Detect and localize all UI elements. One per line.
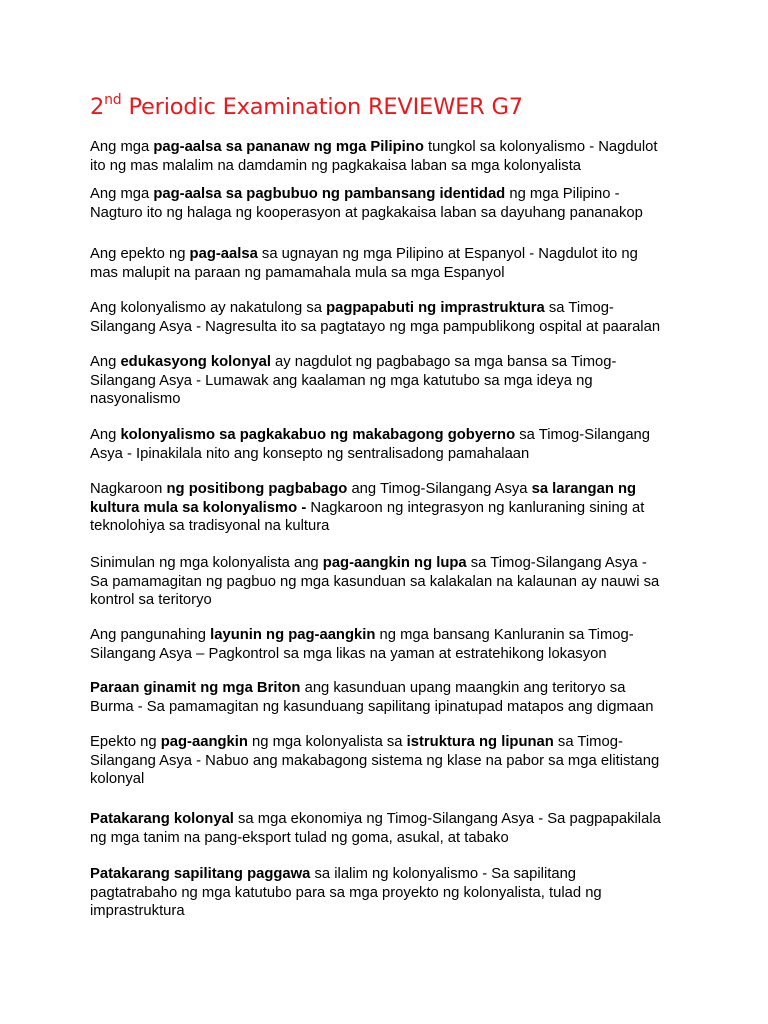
text-line — [90, 829, 690, 848]
text-run: Nagkaroon — [90, 481, 167, 497]
text-line — [90, 426, 690, 445]
text-line — [90, 733, 690, 752]
text-run: Sinimulan ng mga kolonyalista ang — [90, 555, 323, 571]
text-run: Silangang Asya - Nabuo ang makabagong sistema ng klase na pabor sa mga elitistang — [90, 752, 660, 769]
text-line — [90, 810, 690, 829]
text-line — [90, 499, 690, 518]
bold-term: pag-aalsa sa pananaw ng mga Pilipino — [153, 139, 424, 155]
text-line — [90, 157, 690, 176]
text-line — [90, 138, 690, 157]
bold-term: kultura mula sa kolonyalismo - — [90, 499, 307, 516]
text-line — [90, 591, 690, 610]
text-run: Ang — [90, 427, 121, 443]
bold-term: ng positibong pagbabago — [166, 481, 348, 497]
text-run: Burma - Sa pamamagitan ng kasunduang sapilitang ipinatupad matapos ang digmaan — [90, 698, 654, 715]
text-run: ng mga bansang Kanluranin sa Timog- — [375, 627, 634, 643]
text-run: Ang mga — [90, 186, 154, 202]
text-line — [90, 264, 690, 283]
text-run: Ang kolonyalismo ay nakatulong sa — [90, 300, 327, 316]
text-run: sa ugnayan ng mga Pilipino at Espanyol - Nagdulot ito ng — [257, 246, 638, 262]
title-text: Periodic Examination REVIEWER G7 — [121, 94, 523, 120]
reviewer-item-12 — [90, 810, 690, 847]
title-ordinal-suffix: nd — [104, 91, 122, 108]
text-line — [90, 185, 690, 204]
text-run: Ang mga — [90, 139, 154, 155]
text-run: ay nagdulot ng pagbabago sa mga bansa sa Timog- — [270, 354, 617, 370]
text-run: ito ng mas malalim na damdamin ng pagkakaisa laban sa mga kolonyalista — [90, 157, 582, 174]
text-run: kolonyal — [90, 771, 145, 788]
bold-term: kolonyalismo sa pagkakabuo ng makabagong gobyerno — [120, 427, 516, 443]
text-run: ng mga Pilipino - — [505, 186, 620, 202]
reviewer-item-9 — [90, 626, 690, 663]
text-run: Epekto ng — [90, 734, 161, 750]
bold-term: sa larangan ng — [531, 481, 637, 497]
reviewer-item-13 — [90, 865, 690, 921]
reviewer-item-8 — [90, 554, 690, 610]
bold-term: layunin ng pag-aangkin — [210, 627, 376, 643]
text-run: sa Timog- — [544, 300, 614, 316]
text-run: sa mga ekonomiya ng Timog-Silangang Asya - Sa pagpapakilala — [233, 811, 661, 827]
text-run: sa Timog-Silangang — [515, 427, 651, 443]
text-run: Silangang Asya - Lumawak ang kaalaman ng mga katutubo sa mga ideya ng — [90, 372, 593, 389]
text-line — [90, 626, 690, 645]
text-line — [90, 865, 690, 884]
text-line — [90, 573, 690, 592]
text-line — [90, 390, 690, 409]
text-line — [90, 752, 690, 771]
text-run: Sa pamamagitan ng pagbuo ng mga kasunduan sa kalakalan na kalaunan ay nauwi sa — [90, 573, 660, 590]
text-run: ng mga tanim na pang-eksport tulad ng goma, asukal, at tabako — [90, 829, 509, 846]
bold-term: pag-aangkin — [160, 734, 248, 750]
reviewer-item-10 — [90, 679, 690, 716]
text-run: Asya - Ipinakilala nito ang konsepto ng sentralisadong pamahalaan — [90, 445, 530, 462]
text-line — [90, 372, 690, 391]
text-run: kontrol sa teritoryo — [90, 592, 212, 609]
text-line — [90, 645, 690, 664]
text-run: sa ilalim ng kolonyalismo - Sa sapilitang — [310, 866, 577, 882]
text-run: imprastruktura — [90, 903, 185, 920]
title-number: 2 — [90, 94, 105, 120]
text-run: Silangang Asya – Pagkontrol sa mga likas na yaman at estratehikong lokasyon — [90, 645, 607, 662]
text-run: pagtatrabaho ng mga katutubo para sa mga proyekto ng kolonyalista, tulad ng — [90, 884, 602, 901]
text-run: tungkol sa kolonyalismo - Nagdulot — [423, 139, 658, 155]
text-run: teknolohiya sa tradisyonal na kultura — [90, 518, 330, 535]
page-title — [90, 91, 523, 120]
bold-term: pag-aalsa — [189, 246, 258, 262]
text-run: mas malupit na paraan ng pamamahala mula sa mga Espanyol — [90, 264, 505, 281]
text-line — [90, 679, 690, 698]
text-run: ang Timog-Silangang Asya — [347, 481, 532, 497]
text-line — [90, 517, 690, 536]
text-line — [90, 770, 690, 789]
text-run: Nagturo ito ng halaga ng kooperasyon at pagkakaisa laban sa dayuhang pananakop — [90, 204, 643, 221]
text-line — [90, 445, 690, 464]
bold-term: pagpapabuti ng imprastruktura — [326, 300, 545, 316]
text-run: ang kasunduan upang maangkin ang teritoryo sa — [300, 680, 626, 696]
text-run: Nagkaroon ng integrasyon ng kanluraning sining at — [306, 499, 645, 516]
text-line — [90, 698, 690, 717]
text-run: Ang — [90, 354, 121, 370]
reviewer-item-6 — [90, 426, 690, 463]
text-line — [90, 245, 690, 264]
text-line — [90, 884, 690, 903]
text-line — [90, 299, 690, 318]
bold-term: edukasyong kolonyal — [120, 354, 271, 370]
bold-term: pag-aalsa sa pagbubuo ng pambansang identidad — [153, 186, 506, 202]
text-line — [90, 480, 690, 499]
reviewer-item-11 — [90, 733, 690, 789]
bold-term: istruktura ng lipunan — [406, 734, 554, 750]
text-line — [90, 204, 690, 223]
bold-term: Paraan ginamit ng mga Briton — [90, 680, 301, 696]
text-run: Silangang Asya - Nagresulta ito sa pagtatayo ng mga pampublikong ospital at paaralan — [90, 318, 661, 335]
text-run: sa Timog-Silangang Asya - — [466, 555, 647, 571]
text-line — [90, 902, 690, 921]
text-line — [90, 318, 690, 337]
text-run: Ang pangunahing — [90, 627, 211, 643]
text-run: nasyonalismo — [90, 391, 181, 408]
reviewer-item-4 — [90, 299, 690, 336]
bold-term: pag-aangkin ng lupa — [322, 555, 467, 571]
bold-term: Patakarang kolonyal — [90, 811, 234, 827]
text-line — [90, 353, 690, 372]
text-run: sa Timog- — [553, 734, 623, 750]
reviewer-item-1 — [90, 138, 690, 175]
text-run: Ang epekto ng — [90, 246, 190, 262]
reviewer-item-7 — [90, 480, 690, 536]
text-run: ng mga kolonyalista sa — [247, 734, 407, 750]
reviewer-item-3 — [90, 245, 690, 282]
text-line — [90, 554, 690, 573]
reviewer-item-2 — [90, 185, 690, 222]
reviewer-item-5 — [90, 353, 690, 409]
bold-term: Patakarang sapilitang paggawa — [90, 866, 311, 882]
